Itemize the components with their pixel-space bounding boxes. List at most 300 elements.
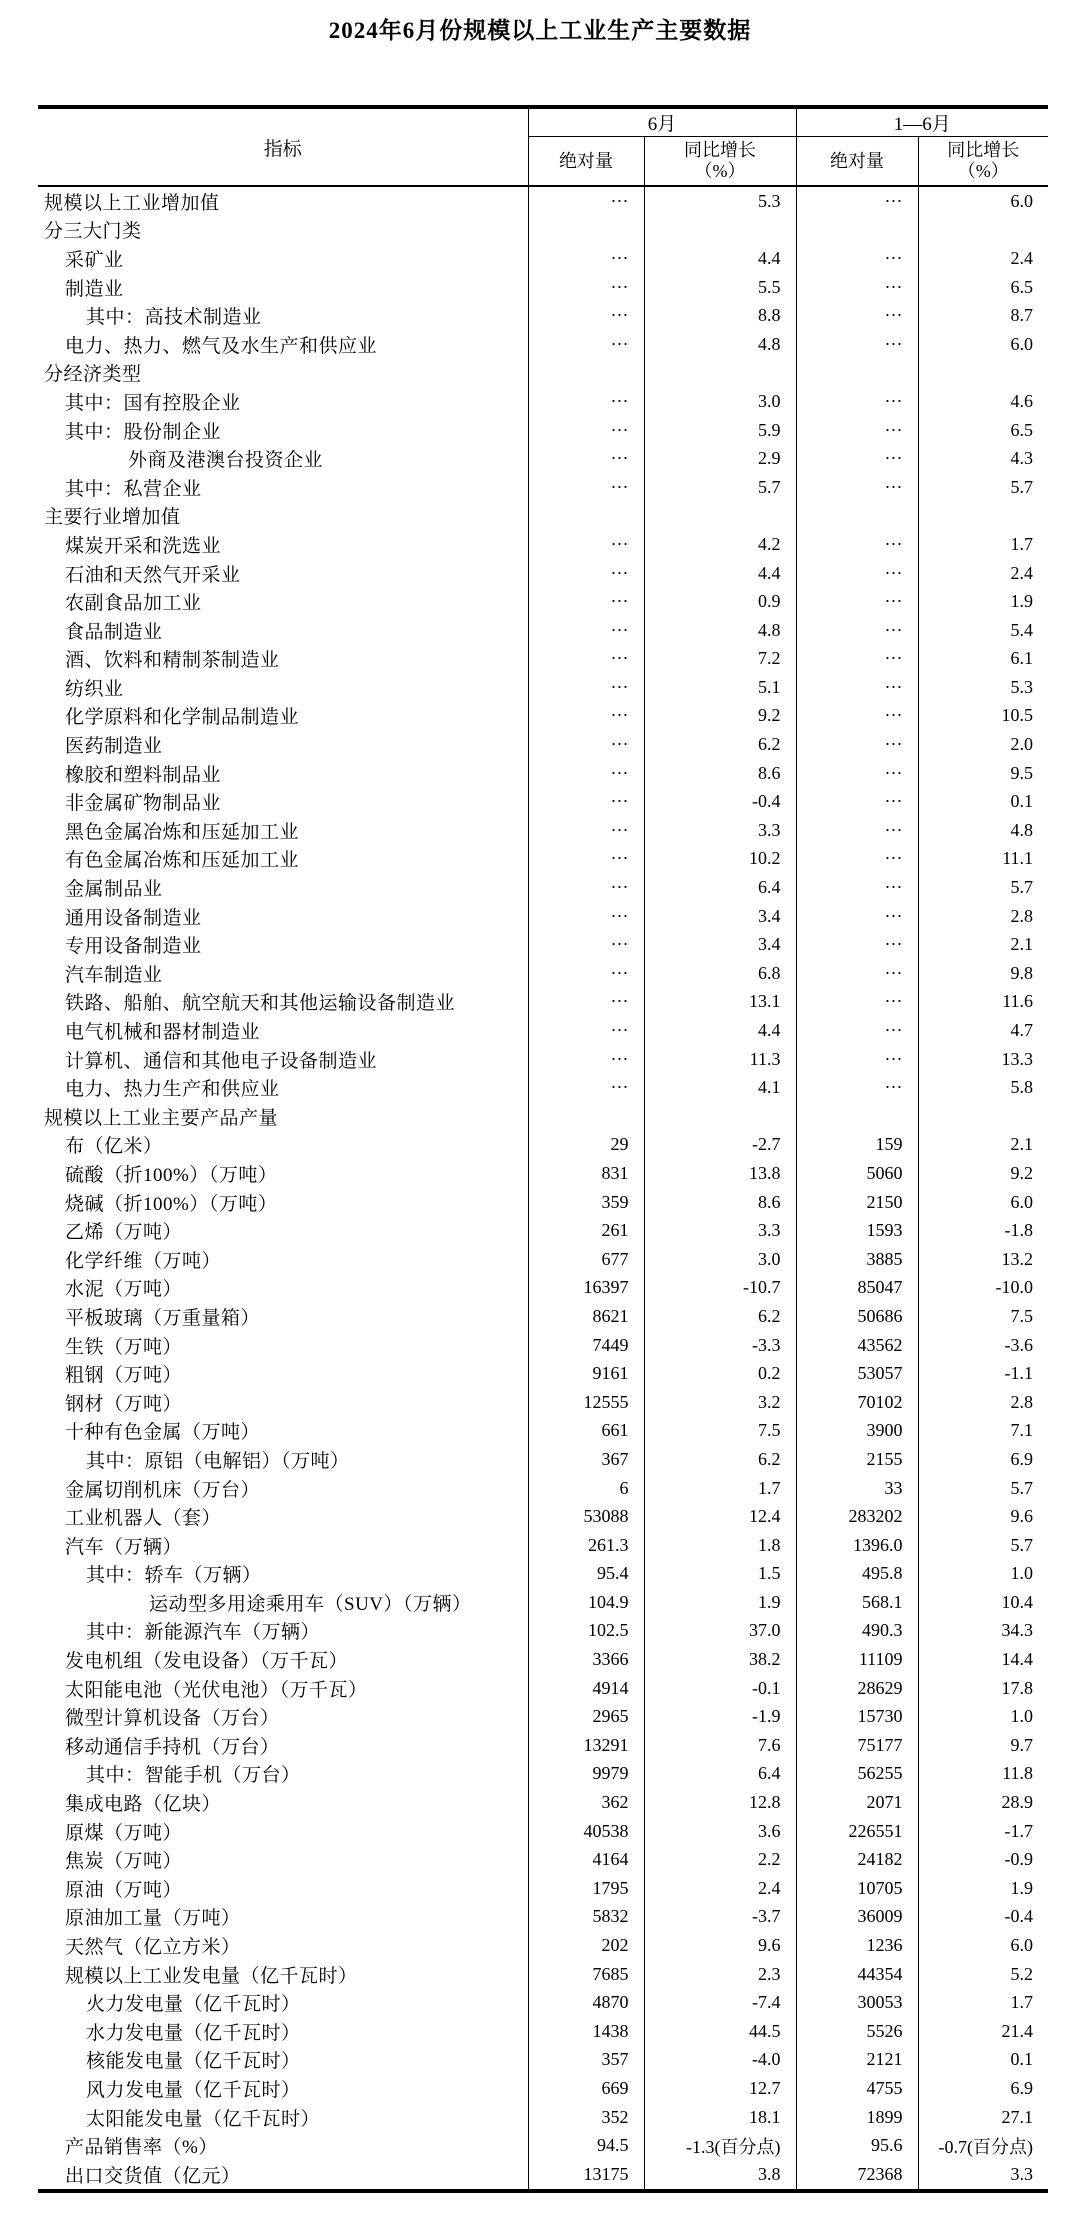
table-row	[38, 2103, 1048, 2132]
table-row	[38, 816, 1048, 845]
value-cell: -7.4	[644, 1988, 796, 2017]
table-header	[38, 107, 1048, 186]
value-cell: 1.9	[918, 1874, 1048, 1903]
value-cell: -1.1	[918, 1359, 1048, 1388]
value-cell: 3.3	[644, 816, 796, 845]
table-row	[38, 845, 1048, 874]
indicator-label: 化学原料和化学制品制造业	[65, 707, 300, 729]
value-cell: 352	[528, 2103, 644, 2132]
indicator-label: 其中：原铝（电解铝）（万吨）	[86, 1450, 350, 1472]
yoy-label-line1: 同比增长	[947, 140, 1020, 160]
table-row	[38, 702, 1048, 731]
column-header-janjune-yoy	[918, 137, 1048, 187]
value-cell: 85047	[796, 1274, 918, 1303]
value-cell: ···	[528, 902, 644, 931]
value-cell: 9.2	[644, 702, 796, 731]
value-cell: 5.2	[918, 1960, 1048, 1989]
value-cell: ···	[796, 673, 918, 702]
value-cell: ···	[796, 930, 918, 959]
indicator-label: 水泥（万吨）	[65, 1279, 183, 1301]
value-cell: 2.8	[918, 1388, 1048, 1417]
table-row	[38, 1102, 1048, 1131]
value-cell: 6.9	[918, 1445, 1048, 1474]
value-cell: 495.8	[796, 1560, 918, 1589]
value-cell: 12555	[528, 1388, 644, 1417]
value-cell: 2.4	[918, 559, 1048, 588]
table-row	[38, 673, 1048, 702]
value-cell: 6.0	[918, 186, 1048, 216]
indicator-label: 其中：新能源汽车（万辆）	[86, 1622, 321, 1644]
indicator-label: 分三大门类	[44, 221, 142, 243]
value-cell: 6.0	[918, 330, 1048, 359]
value-cell: 13.2	[918, 1245, 1048, 1274]
table-row	[38, 1016, 1048, 1045]
indicator-label: 原油（万吨）	[65, 1879, 183, 1901]
value-cell: 1.5	[644, 1560, 796, 1589]
value-cell: ···	[796, 787, 918, 816]
table-row	[38, 1760, 1048, 1789]
value-cell: 2155	[796, 1445, 918, 1474]
indicator-label: 非金属矿物制品业	[65, 793, 222, 815]
value-cell: 3.0	[644, 387, 796, 416]
value-cell: 53088	[528, 1502, 644, 1531]
indicator-label: 其中：轿车（万辆）	[86, 1565, 262, 1587]
table-row	[38, 1645, 1048, 1674]
value-cell: ···	[528, 473, 644, 502]
value-cell: ···	[796, 1016, 918, 1045]
value-cell: 18.1	[644, 2103, 796, 2132]
table-row	[38, 1274, 1048, 1303]
value-cell: 4755	[796, 2074, 918, 2103]
indicator-label: 外商及港澳台投资企业	[128, 450, 324, 472]
value-cell: 3.6	[644, 1817, 796, 1846]
indicator-label: 粗钢（万吨）	[65, 1365, 183, 1387]
table-row	[38, 1845, 1048, 1874]
value-cell: 661	[528, 1417, 644, 1446]
value-cell: 6.0	[918, 1931, 1048, 1960]
indicator-label: 有色金属冶炼和压延加工业	[65, 850, 300, 872]
value-cell: 75177	[796, 1731, 918, 1760]
value-cell	[918, 502, 1048, 531]
value-cell: 7685	[528, 1960, 644, 1989]
value-cell: -1.9	[644, 1702, 796, 1731]
indicator-label: 生铁（万吨）	[65, 1336, 183, 1358]
value-cell: 261.3	[528, 1531, 644, 1560]
value-cell: 5.3	[918, 673, 1048, 702]
table-row	[38, 330, 1048, 359]
table-row	[38, 645, 1048, 674]
value-cell: 28.9	[918, 1788, 1048, 1817]
value-cell: -1.8	[918, 1216, 1048, 1245]
value-cell: 2.1	[918, 930, 1048, 959]
value-cell: ···	[528, 959, 644, 988]
value-cell: 95.4	[528, 1560, 644, 1589]
value-cell: ···	[528, 416, 644, 445]
value-cell: 159	[796, 1131, 918, 1160]
table-row	[38, 1331, 1048, 1360]
table-row	[38, 216, 1048, 245]
value-cell: 3.4	[644, 930, 796, 959]
indicator-label: 发电机组（发电设备）（万千瓦）	[65, 1651, 349, 1673]
value-cell: ···	[528, 1045, 644, 1074]
value-cell: -0.7(百分点)	[918, 2131, 1048, 2160]
value-cell: ···	[796, 1045, 918, 1074]
table-row	[38, 787, 1048, 816]
value-cell: 11.6	[918, 988, 1048, 1017]
table-row	[38, 959, 1048, 988]
header-row-periods	[38, 107, 1048, 137]
value-cell: 43562	[796, 1331, 918, 1360]
value-cell: 0.2	[644, 1359, 796, 1388]
indicator-label: 平板玻璃（万重量箱）	[65, 1307, 261, 1329]
value-cell: 831	[528, 1159, 644, 1188]
value-cell: 283202	[796, 1502, 918, 1531]
value-cell: 2.2	[644, 1845, 796, 1874]
table-row	[38, 1903, 1048, 1932]
value-cell: 17.8	[918, 1674, 1048, 1703]
value-cell: ···	[528, 387, 644, 416]
value-cell: 0.9	[644, 587, 796, 616]
value-cell: 5.7	[918, 873, 1048, 902]
indicator-label: 其中：高技术制造业	[86, 307, 262, 329]
value-cell: ···	[528, 1073, 644, 1102]
value-cell: 7.2	[644, 645, 796, 674]
indicator-label: 橡胶和塑料制品业	[65, 764, 222, 786]
table-row	[38, 1788, 1048, 1817]
value-cell: 11.8	[918, 1760, 1048, 1789]
table-row	[38, 2046, 1048, 2075]
value-cell: 490.3	[796, 1617, 918, 1646]
value-cell: -0.9	[918, 1845, 1048, 1874]
table-row	[38, 1359, 1048, 1388]
value-cell: ···	[528, 759, 644, 788]
indicator-label: 火力发电量（亿千瓦时）	[86, 1994, 301, 2016]
value-cell: 11.3	[644, 1045, 796, 1074]
value-cell: 13175	[528, 2160, 644, 2191]
value-cell: 44354	[796, 1960, 918, 1989]
table-row	[38, 273, 1048, 302]
value-cell: 6	[528, 1474, 644, 1503]
indicator-label: 其中：智能手机（万台）	[86, 1765, 301, 1787]
indicator-label: 布（亿米）	[65, 1136, 163, 1158]
indicator-label: 医药制造业	[65, 736, 163, 758]
value-cell: 0.1	[918, 787, 1048, 816]
indicator-label: 黑色金属冶炼和压延加工业	[65, 821, 300, 843]
table-row	[38, 873, 1048, 902]
value-cell: 6.4	[644, 1760, 796, 1789]
value-cell	[644, 216, 796, 245]
value-cell: ···	[796, 330, 918, 359]
value-cell: 13.8	[644, 1159, 796, 1188]
value-cell: -1.3(百分点)	[644, 2131, 796, 2160]
value-cell	[796, 502, 918, 531]
value-cell: 14.4	[918, 1645, 1048, 1674]
table-row	[38, 1702, 1048, 1731]
value-cell: 3.2	[644, 1388, 796, 1417]
value-cell: 5832	[528, 1903, 644, 1932]
value-cell: ···	[796, 902, 918, 931]
value-cell: 5.9	[644, 416, 796, 445]
value-cell: 3.8	[644, 2160, 796, 2191]
table-row	[38, 1073, 1048, 1102]
value-cell: 29	[528, 1131, 644, 1160]
value-cell: ···	[796, 273, 918, 302]
value-cell: 8621	[528, 1302, 644, 1331]
value-cell: ···	[796, 759, 918, 788]
value-cell: ···	[796, 702, 918, 731]
value-cell: 36009	[796, 1903, 918, 1932]
indicator-label: 纺织业	[65, 678, 124, 700]
yoy-label-line2: （%）	[957, 161, 1009, 181]
value-cell: 1438	[528, 2017, 644, 2046]
table-row	[38, 1302, 1048, 1331]
table-row	[38, 1531, 1048, 1560]
industrial-data-table	[38, 105, 1048, 2193]
value-cell: 13.3	[918, 1045, 1048, 1074]
value-cell	[644, 502, 796, 531]
value-cell: 8.8	[644, 301, 796, 330]
value-cell: 2071	[796, 1788, 918, 1817]
value-cell: -10.0	[918, 1274, 1048, 1303]
value-cell	[918, 1102, 1048, 1131]
column-header-janjune-absolute: 绝对量	[796, 137, 918, 187]
value-cell: 4.4	[644, 559, 796, 588]
value-cell: 27.1	[918, 2103, 1048, 2132]
table-row	[38, 1131, 1048, 1160]
indicator-label: 酒、饮料和精制茶制造业	[65, 650, 280, 672]
value-cell: 53057	[796, 1359, 918, 1388]
indicator-label: 出口交货值（亿元）	[65, 2165, 241, 2187]
table-row	[38, 2074, 1048, 2103]
value-cell: 2.8	[918, 902, 1048, 931]
value-cell: 6.4	[644, 873, 796, 902]
value-cell: 7449	[528, 1331, 644, 1360]
value-cell: ···	[796, 530, 918, 559]
value-cell: ···	[796, 387, 918, 416]
value-cell: 1795	[528, 1874, 644, 1903]
table-row	[38, 2160, 1048, 2191]
value-cell: 357	[528, 2046, 644, 2075]
table-row	[38, 587, 1048, 616]
indicator-label: 汽车制造业	[65, 964, 163, 986]
value-cell	[796, 1102, 918, 1131]
table-row	[38, 502, 1048, 531]
value-cell: 10705	[796, 1874, 918, 1903]
value-cell: 5.7	[918, 1531, 1048, 1560]
value-cell: ···	[528, 330, 644, 359]
value-cell: 6.5	[918, 416, 1048, 445]
indicator-label: 焦炭（万吨）	[65, 1851, 183, 1873]
indicator-label: 移动通信手持机（万台）	[65, 1736, 280, 1758]
value-cell	[528, 359, 644, 388]
table-row	[38, 2017, 1048, 2046]
value-cell	[528, 1102, 644, 1131]
value-cell: 10.5	[918, 702, 1048, 731]
value-cell: 6.2	[644, 1445, 796, 1474]
value-cell: 4.4	[644, 1016, 796, 1045]
indicator-label: 烧碱（折100%）（万吨）	[65, 1193, 278, 1215]
value-cell: ···	[796, 186, 918, 216]
value-cell: 2965	[528, 1702, 644, 1731]
indicator-label: 钢材（万吨）	[65, 1393, 183, 1415]
value-cell: 8.7	[918, 301, 1048, 330]
value-cell	[528, 216, 644, 245]
value-cell: ···	[528, 273, 644, 302]
indicator-label: 计算机、通信和其他电子设备制造业	[65, 1050, 378, 1072]
table-row	[38, 1445, 1048, 1474]
indicator-label: 主要行业增加值	[44, 507, 181, 529]
value-cell: 11.1	[918, 845, 1048, 874]
value-cell	[796, 216, 918, 245]
value-cell: 21.4	[918, 2017, 1048, 2046]
table-row	[38, 930, 1048, 959]
value-cell: 3900	[796, 1417, 918, 1446]
value-cell: -0.4	[918, 1903, 1048, 1932]
indicator-label: 风力发电量（亿千瓦时）	[86, 2079, 301, 2101]
value-cell: 3885	[796, 1245, 918, 1274]
column-header-june-yoy	[644, 137, 796, 187]
value-cell	[918, 216, 1048, 245]
value-cell	[528, 502, 644, 531]
table-row	[38, 1188, 1048, 1217]
value-cell: 104.9	[528, 1588, 644, 1617]
value-cell: ···	[796, 444, 918, 473]
value-cell: 28629	[796, 1674, 918, 1703]
table-row	[38, 244, 1048, 273]
value-cell: 9.7	[918, 1731, 1048, 1760]
value-cell: ···	[528, 730, 644, 759]
yoy-label-line1: 同比增长	[684, 140, 756, 160]
table-row	[38, 387, 1048, 416]
value-cell: ···	[528, 244, 644, 273]
value-cell: ···	[796, 244, 918, 273]
value-cell: 1236	[796, 1931, 918, 1960]
indicator-label: 产品销售率（%）	[65, 2137, 218, 2159]
value-cell: ···	[528, 645, 644, 674]
table-row	[38, 902, 1048, 931]
value-cell: 9.6	[644, 1931, 796, 1960]
value-cell: 2.9	[644, 444, 796, 473]
value-cell: ···	[796, 816, 918, 845]
table-row	[38, 1245, 1048, 1274]
value-cell: 4.8	[644, 616, 796, 645]
value-cell: 3.3	[918, 2160, 1048, 2191]
value-cell: 5526	[796, 2017, 918, 2046]
table-row	[38, 1417, 1048, 1446]
indicator-label: 水力发电量（亿千瓦时）	[86, 2022, 301, 2044]
value-cell: 2.1	[918, 1131, 1048, 1160]
value-cell: ···	[796, 959, 918, 988]
value-cell: 24182	[796, 1845, 918, 1874]
column-header-june-absolute: 绝对量	[528, 137, 644, 187]
indicator-label: 化学纤维（万吨）	[65, 1250, 222, 1272]
value-cell: 4.1	[644, 1073, 796, 1102]
yoy-label-line2: （%）	[694, 161, 746, 181]
value-cell: 72368	[796, 2160, 918, 2191]
value-cell: ···	[528, 186, 644, 216]
table-row	[38, 988, 1048, 1017]
value-cell: 1593	[796, 1216, 918, 1245]
indicator-label: 分经济类型	[44, 364, 142, 386]
value-cell: ···	[796, 1073, 918, 1102]
indicator-label: 电气机械和器材制造业	[65, 1022, 261, 1044]
indicator-label: 金属制品业	[65, 879, 163, 901]
table-row	[38, 530, 1048, 559]
value-cell: ···	[528, 559, 644, 588]
value-cell: 5060	[796, 1159, 918, 1188]
column-header-indicator: 指标	[38, 107, 528, 186]
value-cell: 9.6	[918, 1502, 1048, 1531]
value-cell: 13291	[528, 1731, 644, 1760]
value-cell: 1.7	[918, 1988, 1048, 2017]
value-cell: 6.9	[918, 2074, 1048, 2103]
value-cell: 1.9	[644, 1588, 796, 1617]
value-cell: 1.7	[918, 530, 1048, 559]
indicator-label: 其中：股份制企业	[65, 421, 222, 443]
value-cell	[918, 359, 1048, 388]
value-cell: ···	[528, 1016, 644, 1045]
table-row	[38, 1931, 1048, 1960]
value-cell: 44.5	[644, 2017, 796, 2046]
table-row	[38, 730, 1048, 759]
table-row	[38, 1731, 1048, 1760]
value-cell: ···	[796, 473, 918, 502]
value-cell: -0.1	[644, 1674, 796, 1703]
indicator-label: 食品制造业	[65, 621, 163, 643]
indicator-label: 电力、热力生产和供应业	[65, 1079, 280, 1101]
value-cell: 15730	[796, 1702, 918, 1731]
column-header-jan-june: 1—6月	[796, 107, 1048, 137]
value-cell: 362	[528, 1788, 644, 1817]
indicator-label: 核能发电量（亿千瓦时）	[86, 2051, 301, 2073]
value-cell: 40538	[528, 1817, 644, 1846]
value-cell: 1.7	[644, 1474, 796, 1503]
value-cell: 5.7	[644, 473, 796, 502]
table-row	[38, 1502, 1048, 1531]
value-cell: 4.6	[918, 387, 1048, 416]
value-cell: 102.5	[528, 1617, 644, 1646]
value-cell: -2.7	[644, 1131, 796, 1160]
indicator-label: 专用设备制造业	[65, 936, 202, 958]
value-cell: 4.7	[918, 1016, 1048, 1045]
value-cell: 6.0	[918, 1188, 1048, 1217]
table-row	[38, 1216, 1048, 1245]
value-cell: 1.9	[918, 587, 1048, 616]
value-cell: 1396.0	[796, 1531, 918, 1560]
value-cell: 1899	[796, 2103, 918, 2132]
value-cell: 30053	[796, 1988, 918, 2017]
value-cell: 2150	[796, 1188, 918, 1217]
indicator-label: 原油加工量（万吨）	[65, 1908, 241, 1930]
value-cell: ···	[528, 787, 644, 816]
value-cell	[644, 1102, 796, 1131]
indicator-label: 规模以上工业发电量（亿千瓦时）	[65, 1965, 358, 1987]
table-body	[38, 186, 1048, 2191]
value-cell: 4.8	[918, 816, 1048, 845]
value-cell: 4.4	[644, 244, 796, 273]
value-cell: 2.0	[918, 730, 1048, 759]
value-cell: ···	[528, 873, 644, 902]
indicator-label: 工业机器人（套）	[65, 1508, 222, 1530]
table-row	[38, 1159, 1048, 1188]
indicator-label: 金属切削机床（万台）	[65, 1479, 261, 1501]
indicator-label: 通用设备制造业	[65, 907, 202, 929]
value-cell: 9161	[528, 1359, 644, 1388]
value-cell: 4.3	[918, 444, 1048, 473]
value-cell: 16397	[528, 1274, 644, 1303]
value-cell: 0.1	[918, 2046, 1048, 2075]
table-row	[38, 559, 1048, 588]
